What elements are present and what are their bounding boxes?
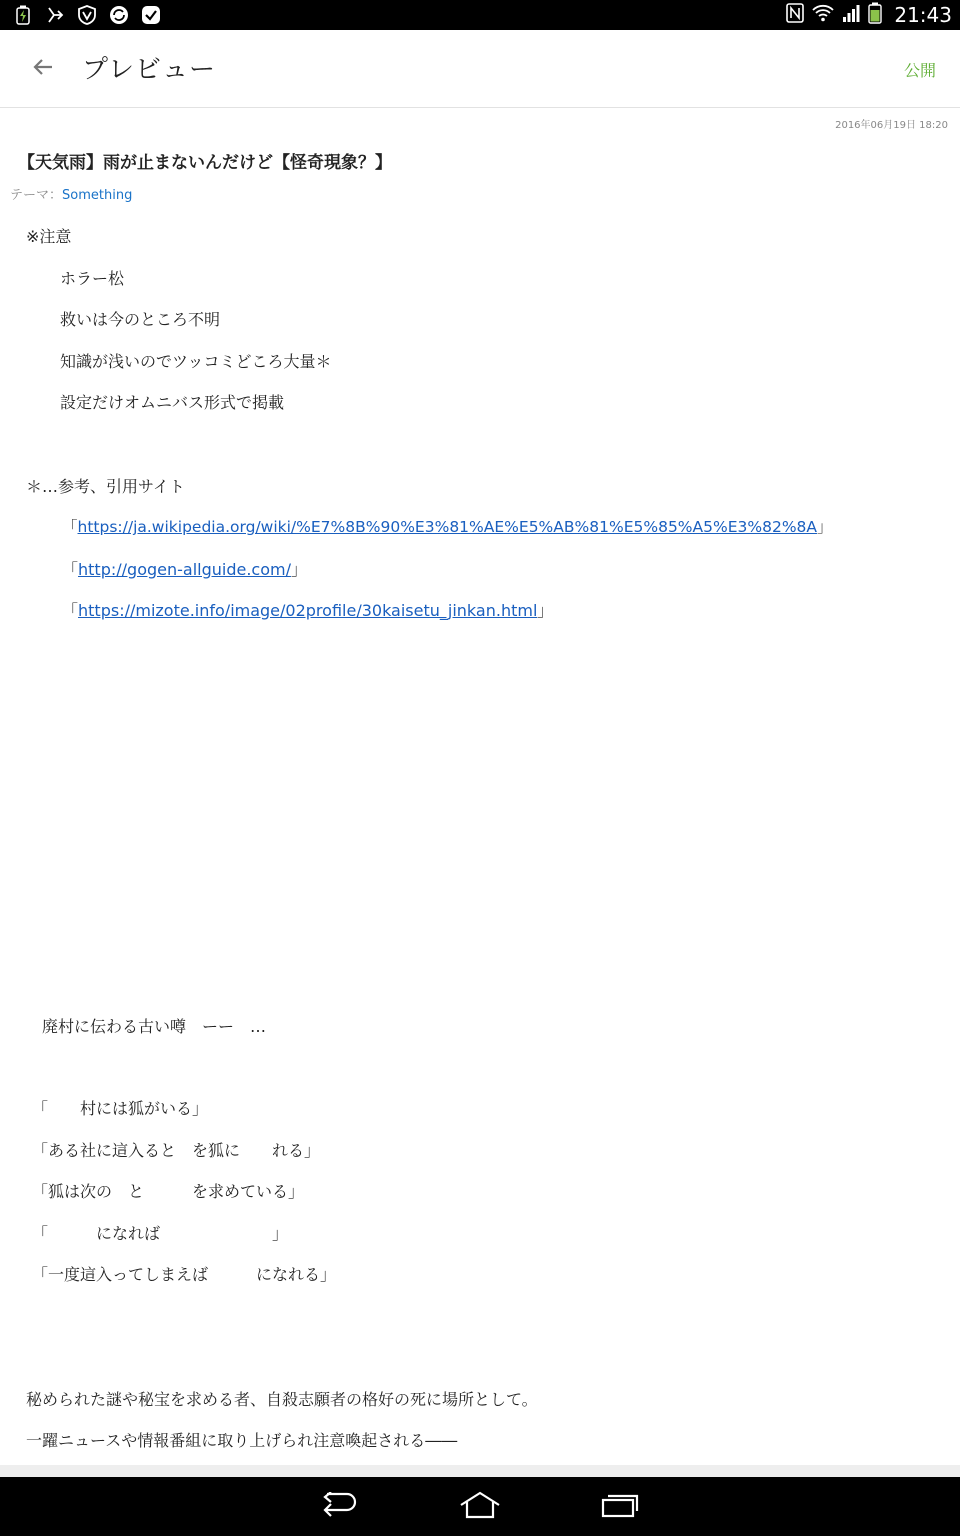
quote-line: 「 村には狐がいる」 [32,1099,209,1118]
theme-row [10,184,132,203]
reference-item [62,515,833,537]
notice-item: 救いは今のところ不明 [60,310,221,329]
nav-home-button[interactable] [450,1487,510,1527]
check-icon [140,4,162,26]
story-intro: 廃村に伝わる古い噂 ーー … [42,1017,267,1036]
back-button[interactable] [22,48,64,90]
reference-close-bracket: 」 [537,601,554,620]
wifi-icon [812,4,834,26]
post-date: 2016年06月19日 18:20 [835,120,948,131]
recent-apps-icon [601,1492,639,1522]
back-icon [317,1492,359,1522]
quote-line: 「ある社に這入ると を狐に れる」 [32,1141,321,1160]
post-title: 【天気雨】雨が止まないんだけど【怪奇現象？】 [18,153,392,173]
quote-line: 「 になれば 」 [32,1224,289,1243]
notice-heading: ※注意 [26,227,72,246]
reference-item [62,557,307,580]
preview-content[interactable] [0,108,960,1465]
battery-charging-icon [12,4,34,26]
theme-link[interactable]: Something [62,188,133,203]
app-bar [0,30,960,108]
theme-label: テーマ： [10,188,63,203]
page-title: プレビュー [82,55,216,85]
notice-item: 知識が浅いのでツッコミどころ大量＊ [60,352,332,371]
signal-icon [842,4,860,26]
reference-open-bracket: 「 [62,601,79,620]
status-right-icons [786,0,952,30]
nav-recent-apps-button[interactable] [590,1487,650,1527]
usb-icon [44,4,66,26]
reference-open-bracket: 「 [62,560,79,579]
quote-line: 「狐は次の と を求めている」 [32,1182,305,1201]
closing-line: 秘められた謎や秘宝を求める者、自殺志願者の格好の死に場所として。 [26,1390,538,1409]
arrow-left-icon [32,56,54,82]
navigation-bar [0,1477,960,1536]
notice-item: ホラー松 [60,269,125,288]
shield-icon [76,4,98,26]
reference-close-bracket: 」 [817,518,833,536]
reference-link[interactable]: https://mizote.info/image/02profile/30kaisetu_jinkan.html [78,601,538,620]
reference-link[interactable]: https://ja.wikipedia.org/wiki/%E7%8B%90%E3%81%AE%E5%AB%81%E5%85%A5%E3%82%8A [77,518,818,536]
reference-link[interactable]: http://gogen-allguide.com/ [78,560,291,579]
home-icon [459,1491,501,1523]
status-bar [0,0,960,30]
nav-back-button[interactable] [308,1487,368,1527]
notice-item: 設定だけオムニバス形式で掲載 [60,393,285,412]
clock: 21:43 [894,3,952,27]
nfc-icon [786,3,804,27]
reference-open-bracket: 「 [62,518,78,536]
quote-line: 「一度這入ってしまえば になれる」 [32,1265,337,1284]
publish-button[interactable]: 公開 [903,61,936,80]
closing-line: 一躍ニュースや情報番組に取り上げられ注意喚起される―― [26,1431,458,1450]
status-left-icons [12,4,162,26]
reference-item [62,598,553,621]
reference-close-bracket: 」 [290,560,307,579]
sync-icon [108,4,130,26]
bottom-strip [0,1465,960,1477]
battery-icon [868,2,882,28]
reference-heading: ＊…参考、引用サイト [26,477,185,496]
